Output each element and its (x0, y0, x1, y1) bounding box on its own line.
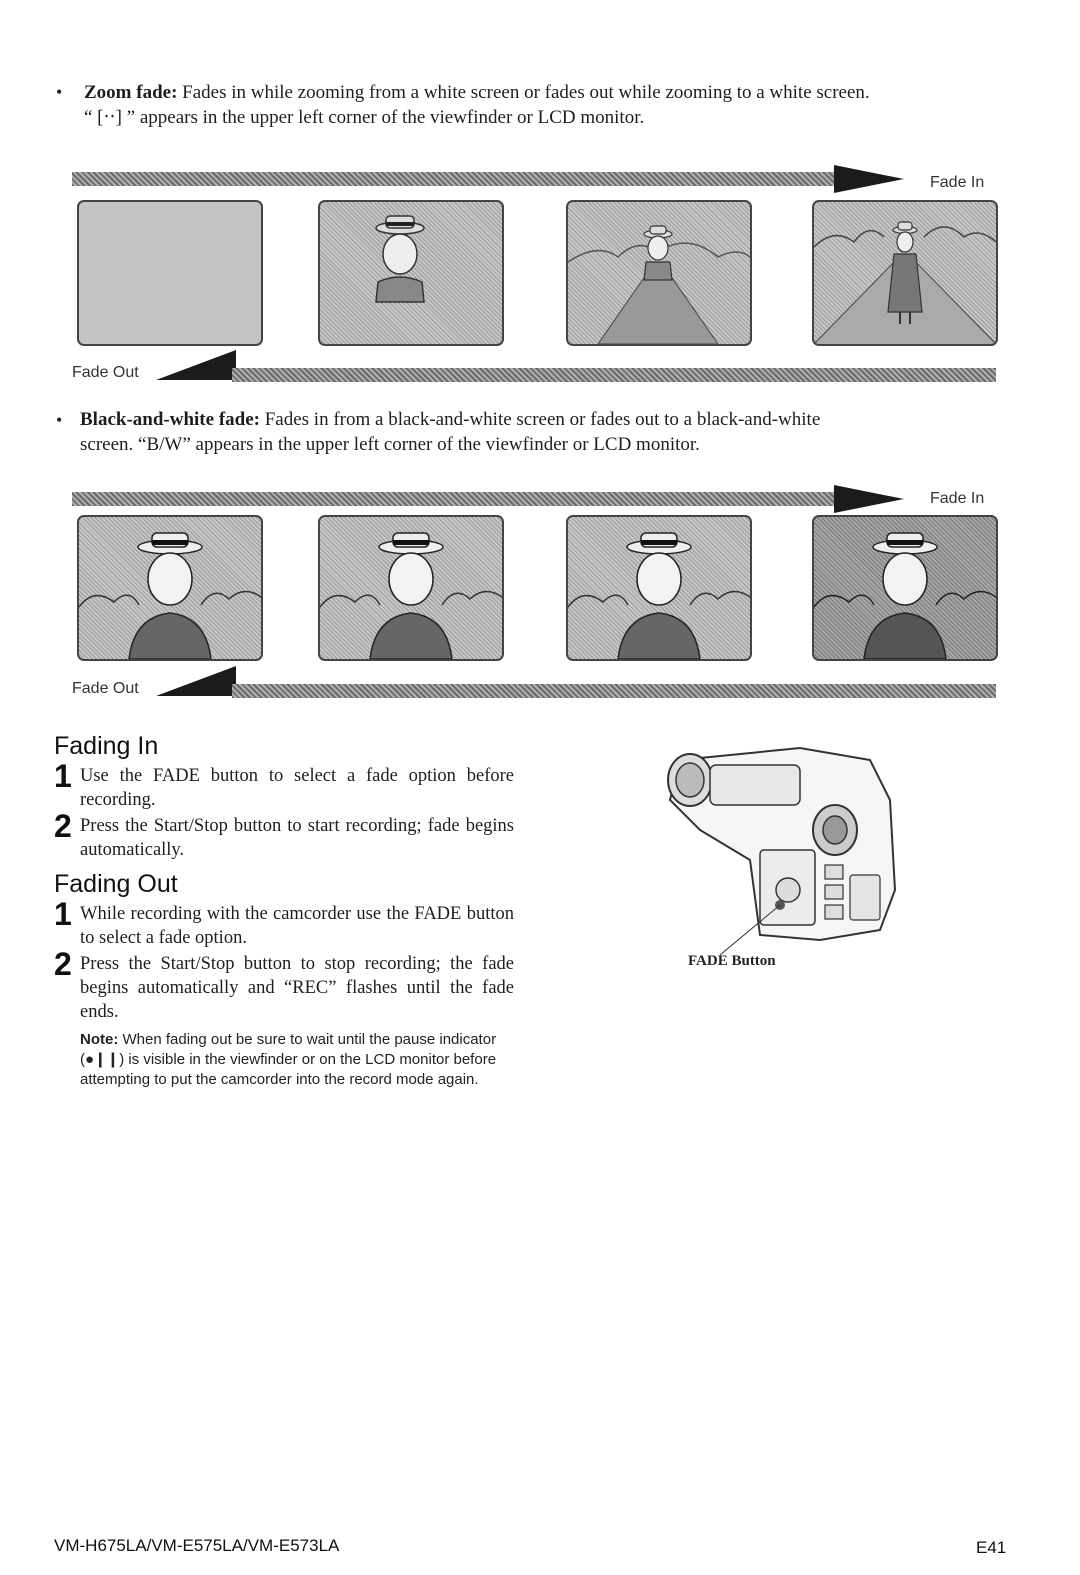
girl-portrait-illustration (79, 517, 261, 659)
fade-in-arrow-head (834, 165, 904, 193)
fade-out-label: Fade Out (72, 680, 139, 697)
bw-fade-term: Black-and-white fade: (80, 409, 260, 430)
girl-portrait-illustration (320, 517, 502, 659)
fading-out-note (80, 1030, 500, 1090)
fading-in-step-1 (54, 758, 514, 812)
bw-frame-1 (77, 515, 263, 661)
note-text: When fading out be sure to wait until the pause indicator (●❙❙) is visible in the viewfinder or on the LCD monitor before attempting to put the camcorder into the record mode again. (80, 1031, 497, 1088)
girl-full-illustration (814, 202, 996, 344)
camcorder-illustration (640, 740, 920, 960)
bw-fade-indicator-text: screen. “B/W” appears in the upper left corner of the viewfinder or LCD monitor. (80, 434, 700, 455)
model-number: VM-H675LA/VM-E575LA/VM-E573LA (54, 1536, 340, 1555)
girl-path-illustration (568, 202, 750, 344)
step-text: While recording with the camcorder use the FADE button to select a fade option. (80, 904, 514, 948)
fading-out-step-1 (54, 896, 514, 950)
girl-small-illustration (320, 202, 502, 344)
bw-fade-text: Fades in from a black-and-white screen or fades out to a black-and-white (259, 409, 821, 430)
fading-in-step-2 (54, 808, 514, 862)
step-text: Press the Start/Stop button to start recording; fade begins automatically. (80, 816, 514, 860)
bullet-marker: • (56, 410, 63, 430)
fade-in-arrow-shaft (72, 492, 862, 506)
fade-out-label: Fade Out (72, 364, 139, 381)
fade-out-arrow-head (156, 666, 236, 696)
fade-in-label: Fade In (930, 174, 985, 191)
bw-frame-2 (318, 515, 504, 661)
bw-frame-4 (812, 515, 998, 661)
step-number: 1 (54, 896, 72, 932)
step-number: 1 (54, 758, 72, 794)
zoom-frame-4 (812, 200, 998, 346)
fading-out-heading: Fading Out (54, 870, 178, 898)
bullet-marker: • (56, 82, 63, 102)
zoom-frame-1 (77, 200, 263, 346)
fade-in-arrow-shaft (72, 172, 862, 186)
fade-out-arrow-shaft (232, 684, 996, 698)
bw-frame-3 (566, 515, 752, 661)
fade-out-arrow-shaft (232, 368, 996, 382)
girl-portrait-illustration (814, 517, 996, 659)
fade-out-arrow-head (156, 350, 236, 380)
fading-out-step-2 (54, 946, 514, 1024)
zoom-fade-term: Zoom fade: (84, 82, 178, 103)
step-text: Use the FADE button to select a fade option before recording. (80, 766, 514, 810)
page-number: E41 (976, 1538, 1007, 1557)
step-number: 2 (54, 808, 72, 844)
zoom-frame-2 (318, 200, 504, 346)
step-number: 2 (54, 946, 72, 982)
camcorder-caption: FADE Button (688, 953, 776, 969)
bw-fade-description (80, 407, 1020, 457)
note-label: Note: (80, 1031, 119, 1048)
zoom-frame-3 (566, 200, 752, 346)
fading-in-heading: Fading In (54, 732, 159, 760)
girl-portrait-illustration (568, 517, 750, 659)
fade-in-label: Fade In (930, 490, 985, 507)
zoom-fade-description (84, 80, 1024, 130)
zoom-fade-indicator-text: “ [‧‧] ” appears in the upper left corner of the viewfinder or LCD monitor. (84, 107, 645, 128)
step-text: Press the Start/Stop button to stop recording; the fade begins automatically and “REC” flashes until the fade ends. (80, 954, 514, 1022)
fade-in-arrow-head (834, 485, 904, 513)
zoom-fade-text: Fades in while zooming from a white screen or fades out while zooming to a white screen. (177, 82, 870, 103)
